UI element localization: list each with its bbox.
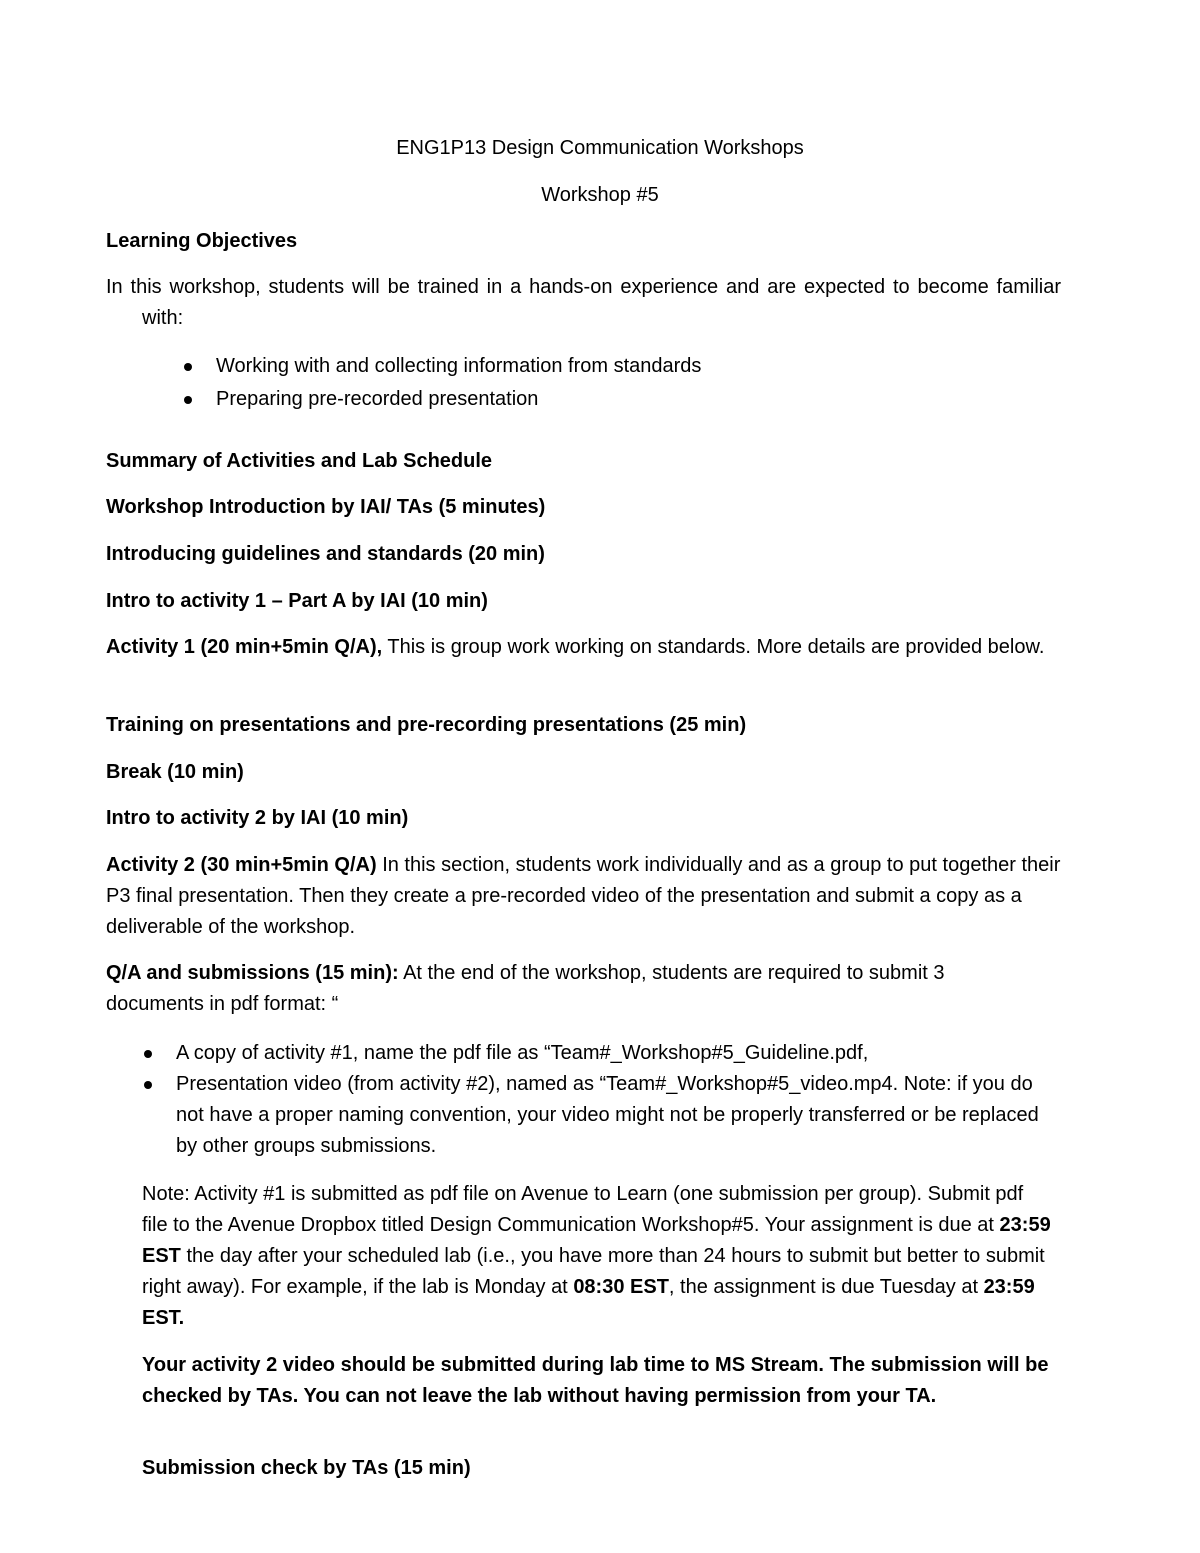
bullet-icon xyxy=(144,1081,152,1089)
bullet-icon xyxy=(144,1050,152,1058)
summary-heading: Summary of Activities and Lab Schedule xyxy=(106,450,493,472)
list-item: A copy of activity #1, name the pdf file as “Team#_Workshop#5_Guideline.pdf, xyxy=(176,1038,1056,1069)
list-item: Preparing pre-recorded presentation xyxy=(216,384,1056,415)
submissions-list xyxy=(176,1038,1056,1162)
activity-1-paragraph: Activity 1 (20 min+5min Q/A), This is group work working on standards. More details are provided below. xyxy=(106,636,1045,658)
intro-paragraph: In this workshop, students will be trained in a hands-on experience and are expected to become familiar with: xyxy=(106,276,1061,329)
bullet-icon xyxy=(184,363,192,371)
bullet-icon xyxy=(184,396,192,404)
schedule-item: Intro to activity 2 by IAI (10 min) xyxy=(106,807,409,829)
document-title: ENG1P13 Design Communication Workshops xyxy=(396,137,804,159)
schedule-item: Intro to activity 1 – Part A by IAI (10 min) xyxy=(106,590,488,612)
schedule-item: Training on presentations and pre-recording presentations (25 min) xyxy=(106,714,747,736)
learning-objectives-heading: Learning Objectives xyxy=(106,230,298,252)
submission-note: Note: Activity #1 is submitted as pdf file on Avenue to Learn (one submission per group). Submit pdf file to the Avenue Dropbox titled Design Communication Workshop#5. Your assignment is due at 23:59 EST the day after your scheduled lab (i.e., you have more than 24 hours to submit but better to submit right away). For example, if the lab is Monday at 08:30 EST, the assignment is due Tuesday at 23:59 EST. xyxy=(142,1183,1051,1329)
list-item: Presentation video (from activity #2), named as “Team#_Workshop#5_video.mp4. Note: if you do not have a proper naming convention, your video might not be properly transferred or be replaced by other groups submissions. xyxy=(176,1069,1056,1162)
qa-paragraph: Q/A and submissions (15 min): At the end of the workshop, students are required to submit 3 documents in pdf format: “ xyxy=(106,962,945,1015)
workshop-number: Workshop #5 xyxy=(541,184,659,206)
submission-check-heading: Submission check by TAs (15 min) xyxy=(142,1457,471,1479)
schedule-item: Workshop Introduction by IAI/ TAs (5 minutes) xyxy=(106,496,546,518)
activity-2-paragraph: Activity 2 (30 min+5min Q/A) In this section, students work individually and as a group to put together their P3 final presentation. Then they create a pre-recorded video of the presentation and submit a copy as a deliverable of the workshop. xyxy=(106,854,1061,938)
schedule-item: Introducing guidelines and standards (20 min) xyxy=(106,543,545,565)
list-item: Working with and collecting information from standards xyxy=(216,351,1056,382)
activity-2-submission-note: Your activity 2 video should be submitted during lab time to MS Stream. The submission will be checked by TAs. You can not leave the lab without having permission from your TA. xyxy=(142,1354,1049,1407)
schedule-item: Break (10 min) xyxy=(106,761,244,783)
objectives-list xyxy=(216,351,1056,415)
